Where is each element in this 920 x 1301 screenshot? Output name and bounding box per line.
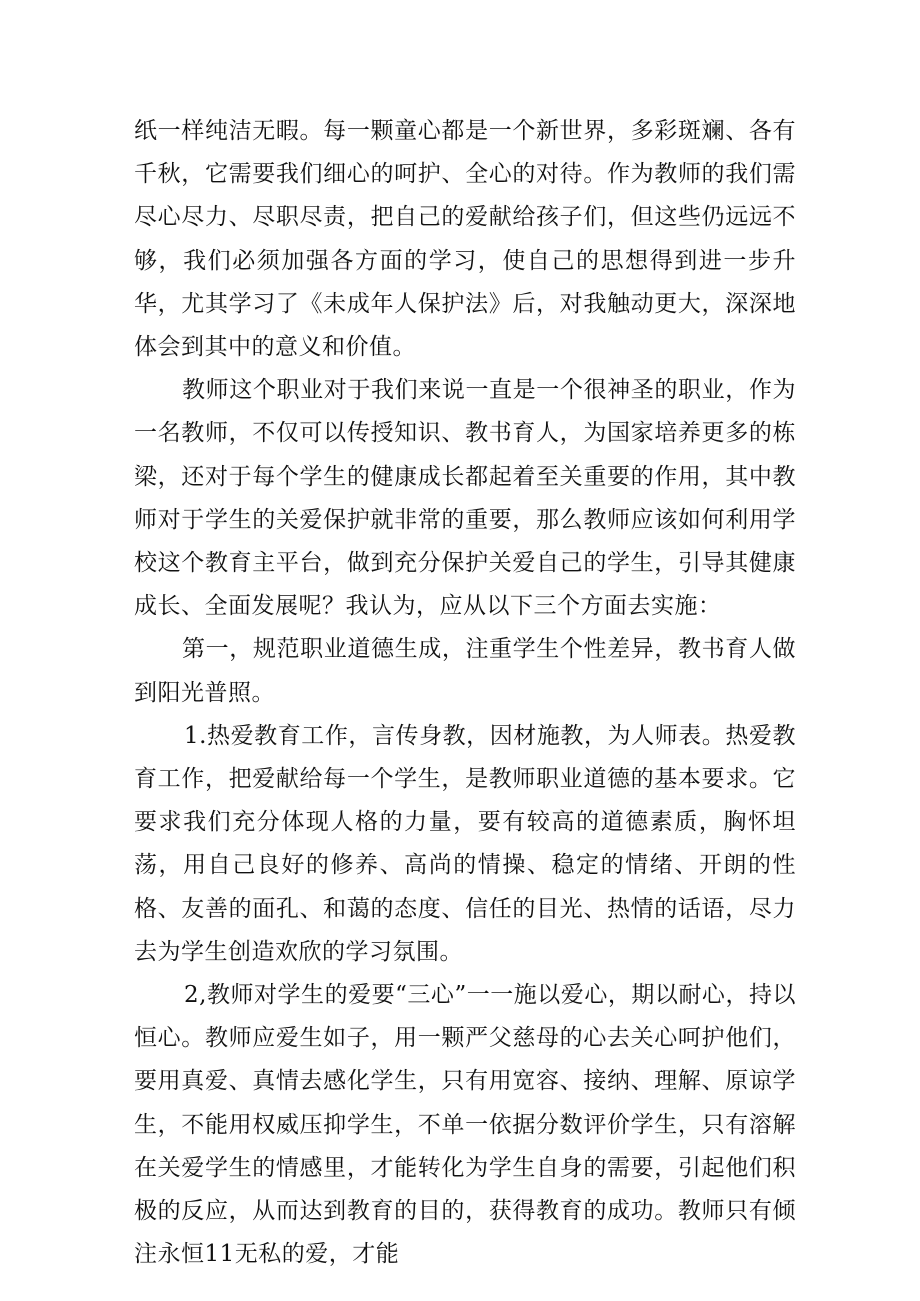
paragraph-item-1: 1.热爱教育工作，言传身教，因材施教，为人师表。热爱教育工作，把爱献给每一个学生，是教师职业道德的基本要求。它要求我们充分体现人格的力量，要有较高的道德素质，胸怀坦荡，用自己良好的修养、高尚的情操、稳定的情绪、开朗的性格、友善的面孔、和蔼的态度、信任的目光、热情的话语，尽力去为学生创造欢欣的学习氛围。: [134, 722, 796, 965]
paragraph-point-one-heading: 第一，规范职业道德生成，注重学生个性差异，教书育人做到阳光普照。: [134, 636, 796, 706]
paragraph-item-2: 2,教师对学生的爱要“三心”一一施以爱心，期以耐心，持以恒心。教师应爱生如子，用一颗严父慈母的心去关心呵护他们，要用真爱、真情去感化学生，只有用宽容、接纳、理解、原谅学生，不能用权威压抑学生，不单一依据分数评价学生，只有溶解在关爱学生的情感里，才能转化为学生自身的需要，引起他们积极的反应，从而达到教育的目的，获得教育的成功。教师只有倾注永恒11无私的爱，才能: [134, 982, 796, 1268]
document-body: [134, 110, 796, 1276]
paragraph-continuation: 纸一样纯洁无暇。每一颗童心都是一个新世界，多彩斑斓、各有千秋，它需要我们细心的呵护、全心的对待。作为教师的我们需尽心尽力、尽职尽责，把自己的爱献给孩子们，但这些仍远远不够，我们必须加强各方面的学习，使自己的思想得到进一步升华，尤其学习了《未成年人保护法》后，对我触动更大，深深地体会到其中的意义和价值。: [134, 118, 796, 361]
paragraph-teacher-profession: 教师这个职业对于我们来说一直是一个很神圣的职业，作为一名教师，不仅可以传授知识、教书育人，为国家培养更多的栋梁，还对于每个学生的健康成长都起着至关重要的作用，其中教师对于学生的关爱保护就非常的重要，那么教师应该如何利用学校这个教育主平台，做到充分保护关爱自己的学生，引导其健康成长、全面发展呢？我认为，应从以下三个方面去实施：: [134, 377, 796, 620]
